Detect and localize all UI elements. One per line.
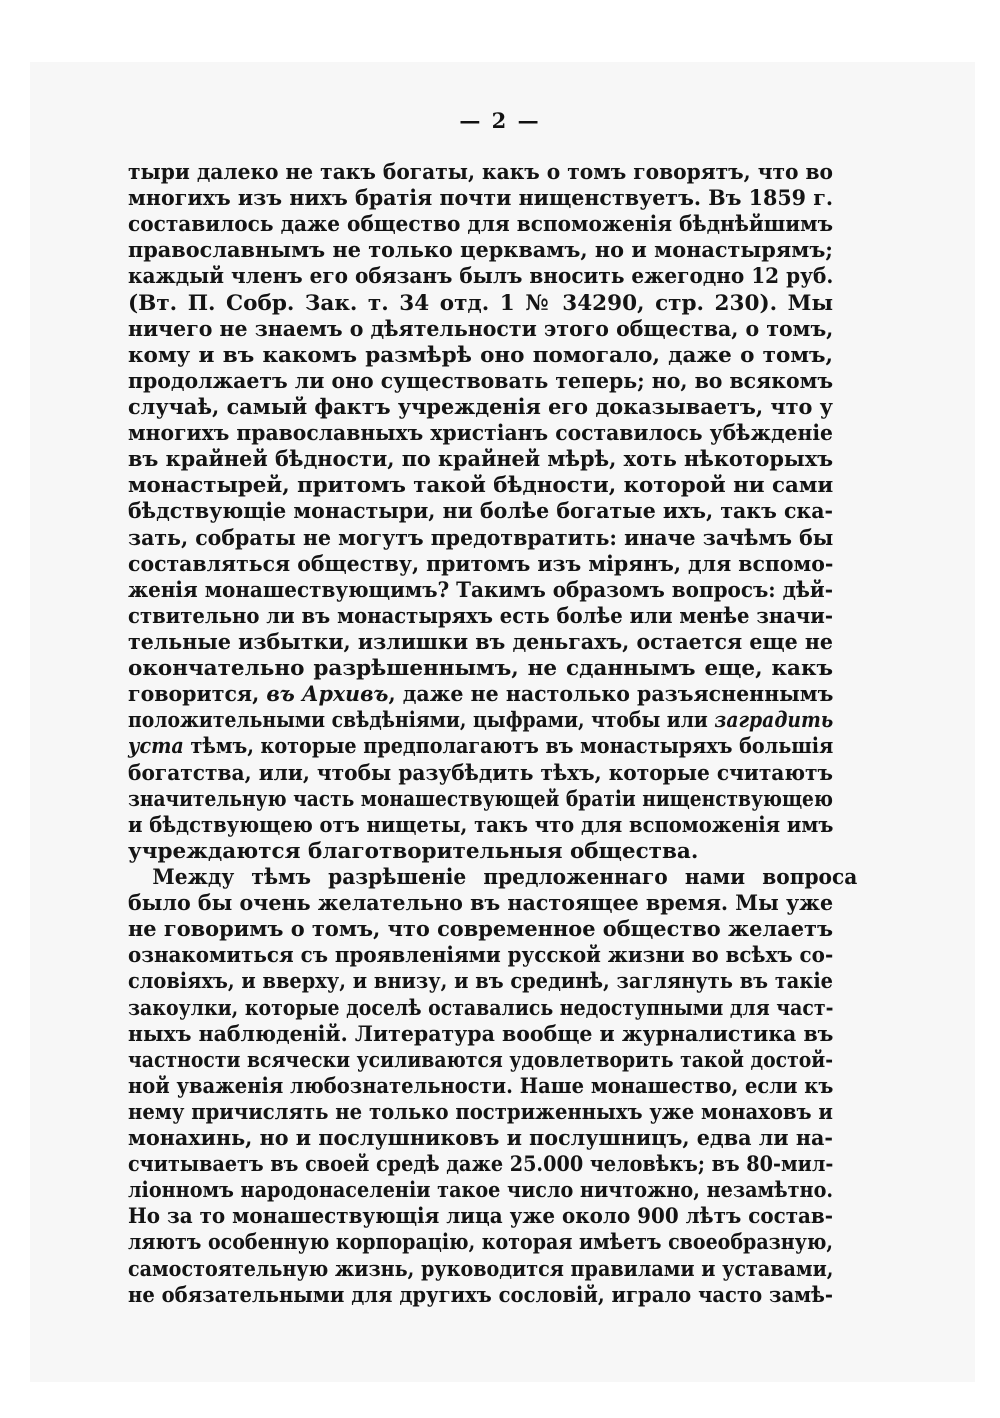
text-line <box>128 395 833 421</box>
line-text: и бѣдствующею отъ нищеты, такъ что для вспоможенія имъ <box>128 812 834 838</box>
text-line <box>128 291 833 317</box>
text-line <box>128 787 833 813</box>
line-text: составляться обществу, притомъ изъ мірянъ, для вспомо- <box>128 551 834 577</box>
line-text: было бы очень желательно въ настоящее время. Мы уже <box>128 891 834 917</box>
line-text: ліонномъ народонаселеніи такое число ничтожно, незамѣтно. <box>128 1178 834 1204</box>
line-text: бѣдствующіе монастыри, ни болѣе богатые ихъ, такъ ска- <box>128 499 833 525</box>
text-line <box>128 369 833 395</box>
italic-phrase: въ Архивъ <box>266 682 389 708</box>
line-text: говорится, <box>128 682 267 708</box>
line-text: ныхъ наблюденій. Литература вообще и журналистика въ <box>128 1021 834 1047</box>
page-number: — 2 — <box>459 108 541 133</box>
line-text: не говоримъ о томъ, что современное общество желаетъ <box>128 917 834 943</box>
text-line <box>128 996 833 1022</box>
text-line <box>128 813 833 839</box>
text-line <box>128 969 833 995</box>
text-line <box>128 343 833 369</box>
text-line <box>128 891 833 917</box>
line-text: самостоятельную жизнь, руководится правилами и уставами, <box>128 1256 834 1282</box>
text-line <box>128 1204 833 1230</box>
line-text: словіяхъ, и вверху, и внизу, и въ срединѣ, заглянуть въ такіе <box>128 969 834 995</box>
line-text: не обязательными для другихъ сословій, играло часто замѣ- <box>128 1282 834 1308</box>
line-text: ной уваженія любознательности. Наше монашество, если къ <box>128 1073 834 1099</box>
text-line <box>128 839 833 865</box>
text-line <box>128 473 833 499</box>
text-line <box>128 630 833 656</box>
line-text: монахинь, но и послушниковъ и послушницъ, едва ли на- <box>128 1126 833 1152</box>
line-text: богатства, или, чтобы разубѣдить тѣхъ, которые считаютъ <box>128 760 833 786</box>
text-line <box>128 1100 833 1126</box>
text-line <box>128 865 857 891</box>
line-text: женія монашествующимъ? Такимъ образомъ вопросъ: дѣй- <box>128 577 833 603</box>
body-text <box>128 160 858 1309</box>
text-line <box>128 1074 833 1100</box>
line-text: (Вт. П. Собр. Зак. т. 34 отд. 1 № 34290, стр. 230). Мы <box>128 290 833 316</box>
line-text: окончательно разрѣшеннымъ, не сданнымъ еще, какъ <box>128 656 833 682</box>
line-text: Но за то монашествующія лица уже около 900 лѣтъ состав- <box>128 1204 834 1230</box>
line-text: многихъ изъ нихъ братія почти нищенствуетъ. Въ 1859 г. <box>128 186 834 212</box>
line-text: многихъ православныхъ христіанъ составилось убѣжденіе <box>128 421 833 447</box>
line-text: тельные избытки, излишки въ деньгахъ, остается еще не <box>128 629 834 655</box>
line-text: православнымъ не только церквамъ, но и монастырямъ; <box>128 238 833 264</box>
line-text: составилось даже общество для вспоможенія бѣднѣйшимъ <box>128 212 834 238</box>
line-text: нему причислять не только постриженныхъ уже монаховъ и <box>128 1099 833 1125</box>
line-text: случаѣ, самый фактъ учрежденія его доказываетъ, что у <box>128 394 833 420</box>
text-line <box>128 1283 833 1309</box>
line-text: положительными свѣдѣніями, цыфрами, чтобы или <box>128 708 715 734</box>
line-text: тыри далеко не такъ богаты, какъ о томъ говорятъ, что во <box>128 160 833 185</box>
line-text: въ крайней бѣдности, по крайней мѣрѣ, хоть нѣкоторыхъ <box>128 447 834 473</box>
text-line <box>128 1022 833 1048</box>
text-line <box>128 552 833 578</box>
text-line <box>128 761 833 787</box>
line-text: считываетъ въ своей средѣ даже 25.000 человѣкъ; въ 80-мил- <box>128 1152 834 1178</box>
line-text: значительную часть монашествующей братіи нищенствующею <box>128 786 833 812</box>
text-line <box>128 682 833 708</box>
line-text: , даже не настолько разъясненнымъ <box>388 682 834 708</box>
text-line <box>128 708 833 734</box>
line-text: учреждаются благотворительныя общества. <box>128 838 699 864</box>
text-line <box>128 1230 833 1256</box>
text-line <box>128 1126 833 1152</box>
text-line <box>128 186 833 212</box>
text-line <box>128 317 833 343</box>
text-line <box>128 604 833 630</box>
text-line <box>128 734 833 760</box>
line-text: каждый членъ его обязанъ былъ вносить ежегодно 12 руб. <box>128 264 834 290</box>
italic-phrase: уста <box>128 734 184 760</box>
text-line <box>128 238 833 264</box>
text-line <box>128 264 833 290</box>
line-text: закоулки, которые доселѣ оставались недоступными для част- <box>128 995 834 1021</box>
line-text: монастырей, притомъ такой бѣдности, которой ни сами <box>128 473 834 499</box>
line-text: частности всячески усиливаются удовлетворить такой достой- <box>128 1047 834 1073</box>
line-text: кому и въ какомъ размѣрѣ оно помогало, даже о томъ, <box>128 342 833 368</box>
text-line <box>128 1152 833 1178</box>
text-line <box>128 447 833 473</box>
text-line <box>128 1048 833 1074</box>
text-line <box>128 212 833 238</box>
text-line <box>128 943 833 969</box>
text-line <box>128 917 833 943</box>
text-line <box>128 578 833 604</box>
line-text: продолжаетъ ли оно существовать теперь; но, во всякомъ <box>128 368 834 394</box>
text-line <box>128 1178 833 1204</box>
line-text: ляютъ особенную корпорацію, которая имѣетъ своеобразную, <box>128 1230 834 1256</box>
text-line <box>128 656 833 682</box>
text-line <box>128 499 833 525</box>
line-text: ствительно ли въ монастыряхъ есть болѣе или менѣе значи- <box>128 603 833 629</box>
line-text: ничего не знаемъ о дѣятельности этого общества, о томъ, <box>128 316 834 342</box>
text-line <box>128 160 833 186</box>
line-text: зать, собраты не могутъ предотвратить: иначе зачѣмъ бы <box>128 525 834 551</box>
text-line <box>128 526 833 552</box>
line-text: Между тѣмъ разрѣшеніе предложеннаго нами вопроса <box>152 864 858 890</box>
text-line <box>128 1257 833 1283</box>
text-line <box>128 421 833 447</box>
italic-phrase: заградить <box>714 708 834 734</box>
line-text: тѣмъ, которые предполагаютъ въ монастыряхъ большія <box>183 734 834 760</box>
line-text: ознакомиться съ проявленіями русской жизни во всѣхъ со- <box>128 943 834 969</box>
